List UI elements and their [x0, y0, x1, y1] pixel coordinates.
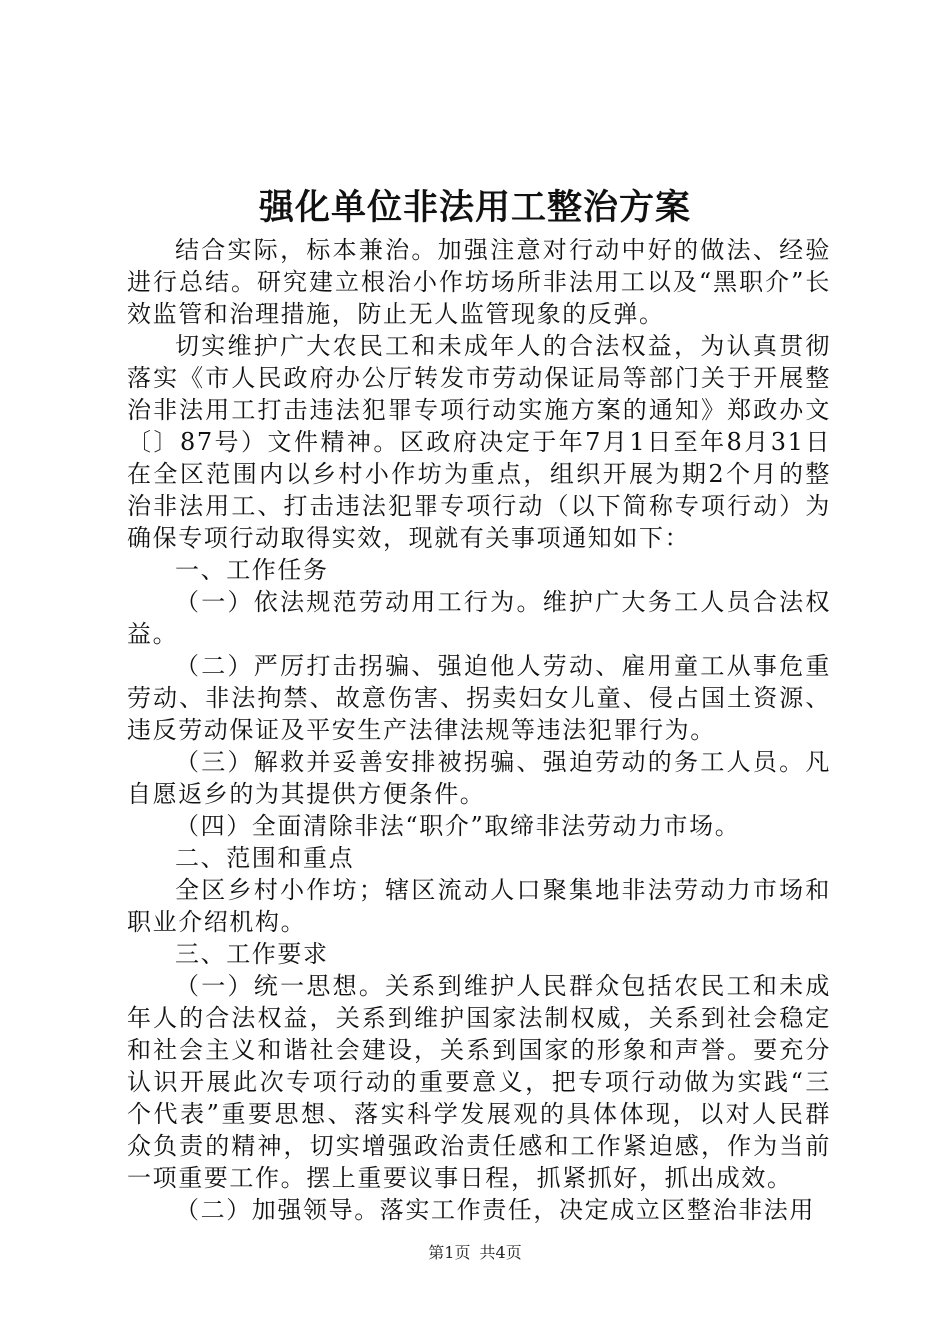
page-total: 共4页: [479, 1243, 522, 1262]
document-body: [127, 234, 831, 1226]
paragraph: 切实维护广大农民工和未成年人的合法权益，为认真贯彻落实《市人民政府办公厅转发市劳动保证局等部门关于开展整治非法用工打击违法犯罪专项行动实施方案的通知》郑政办文〔〕87号）文件精神。区政府决定于年7月1日至年8月31日在全区范围内以乡村小作坊为重点，组织开展为期2个月的整治非法用工、打击违法犯罪专项行动（以下简称专项行动）为确保专项行动取得实效，现就有关事项通知如下：: [127, 332, 831, 552]
section-heading: 一、工作任务: [175, 556, 329, 584]
page-footer: [0, 1242, 950, 1264]
paragraph: 全区乡村小作坊；辖区流动人口聚集地非法劳动力市场和职业介绍机构。: [127, 876, 831, 936]
list-item: （二）严厉打击拐骗、强迫他人劳动、雇用童工从事危重劳动、非法拘禁、故意伤害、拐卖妇女儿童、侵占国土资源、违反劳动保证及平安生产法律法规等违法犯罪行为。: [127, 652, 831, 744]
page-number: 第1页: [428, 1243, 471, 1262]
list-item: （一）统一思想。关系到维护人民群众包括农民工和未成年人的合法权益，关系到维护国家法制权威，关系到社会稳定和社会主义和谐社会建设，关系到国家的形象和声誉。要充分认识开展此次专项行动的重要意义，把专项行动做为实践“三个代表”重要思想、落实科学发展观的具体体现，以对人民群众负责的精神，切实增强政治责任感和工作紧迫感，作为当前一项重要工作。摆上重要议事日程，抓紧抓好，抓出成效。: [127, 972, 831, 1192]
list-item: （四）全面清除非法“职介”取缔非法劳动力市场。: [175, 812, 741, 840]
list-item: （一）依法规范劳动用工行为。维护广大务工人员合法权益。: [127, 588, 831, 648]
section-heading: 二、范围和重点: [175, 844, 355, 872]
paragraph: 结合实际，标本兼治。加强注意对行动中好的做法、经验进行总结。研究建立根治小作坊场所非法用工以及“黑职介”长效监管和治理措施，防止无人监管现象的反弹。: [127, 236, 831, 328]
list-item: （二）加强领导。落实工作责任，决定成立区整治非法用: [175, 1196, 815, 1224]
list-item: （三）解救并妥善安排被拐骗、强迫劳动的务工人员。凡自愿返乡的为其提供方便条件。: [127, 748, 831, 808]
document-title: 强化单位非法用工整治方案: [258, 187, 691, 228]
section-heading: 三、工作要求: [175, 940, 329, 968]
